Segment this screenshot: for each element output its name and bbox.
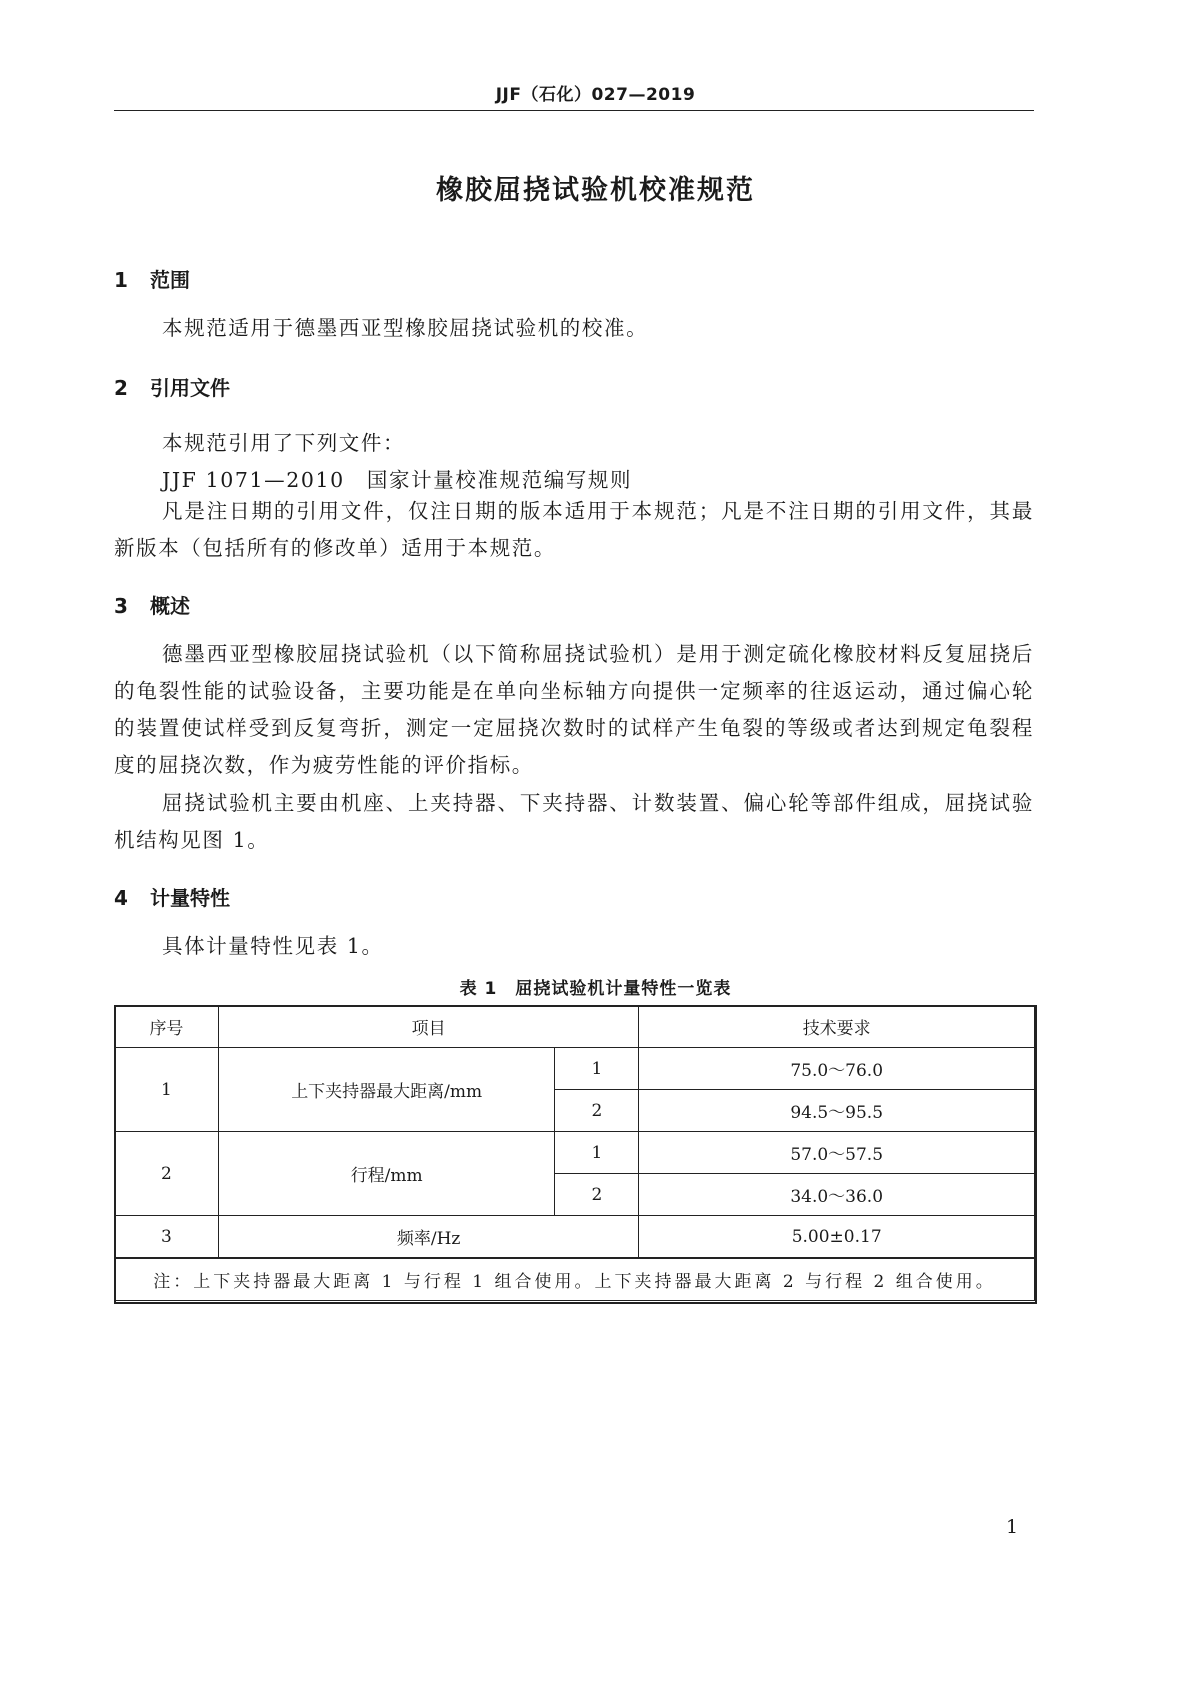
section-title: 计量特性 xyxy=(150,886,230,910)
row-sub-number: 1 xyxy=(555,1048,639,1090)
table-caption: 表 1 屈挠试验机计量特性一览表 xyxy=(459,979,732,999)
specification-table xyxy=(114,1005,1035,1301)
row-item: 频率/Hz xyxy=(218,1216,639,1259)
row-sub-number: 2 xyxy=(555,1090,639,1132)
section-title: 范围 xyxy=(150,268,190,292)
section-1-heading xyxy=(114,264,190,293)
row-sub-number: 2 xyxy=(555,1174,639,1216)
table-note: 注：上下夹持器最大距离 1 与行程 1 组合使用。上下夹持器最大距离 2 与行程 2 组合使用。 xyxy=(115,1258,1035,1301)
section-2-intro: 本规范引用了下列文件： xyxy=(162,431,406,455)
section-4-paragraph: 具体计量特性见表 1。 xyxy=(162,934,384,958)
document-code-header: JJF（石化）027—2019 xyxy=(495,85,696,105)
section-number: 2 xyxy=(114,376,128,400)
header-rule xyxy=(114,110,1034,111)
section-number: 4 xyxy=(114,886,128,910)
reference-document: JJF 1071—2010 国家计量校准规范编写规则 xyxy=(162,468,633,492)
section-3-paragraph-2: 屈挠试验机主要由机座、上夹持器、下夹持器、计数装置、偏心轮等部件组成，屈挠试验机结构见图 1。 xyxy=(114,791,1034,852)
header-cell-no: 序号 xyxy=(115,1006,219,1048)
header-cell-requirement: 技术要求 xyxy=(639,1006,1035,1048)
section-title: 概述 xyxy=(150,594,190,618)
row-requirement: 5.00±0.17 xyxy=(639,1216,1035,1259)
table-row xyxy=(115,1132,1035,1174)
row-number: 1 xyxy=(115,1048,219,1132)
section-1-paragraph: 本规范适用于德墨西亚型橡胶屈挠试验机的校准。 xyxy=(162,316,649,340)
section-number: 3 xyxy=(114,594,128,618)
table-row xyxy=(115,1048,1035,1090)
section-title: 引用文件 xyxy=(150,376,230,400)
table-row xyxy=(115,1216,1035,1259)
table-note-row xyxy=(115,1258,1035,1301)
document-title: 橡胶屈挠试验机校准规范 xyxy=(436,175,755,206)
row-requirement: 34.0～36.0 xyxy=(639,1174,1035,1216)
row-number: 3 xyxy=(115,1216,219,1259)
row-sub-number: 1 xyxy=(555,1132,639,1174)
page-number: 1 xyxy=(1006,1516,1019,1538)
table-header-row xyxy=(115,1006,1035,1048)
section-2-heading xyxy=(114,372,230,401)
section-number: 1 xyxy=(114,268,128,292)
row-requirement: 75.0～76.0 xyxy=(639,1048,1035,1090)
row-number: 2 xyxy=(115,1132,219,1216)
row-requirement: 57.0～57.5 xyxy=(639,1132,1035,1174)
row-item: 上下夹持器最大距离/mm xyxy=(218,1048,555,1132)
section-3-heading xyxy=(114,590,190,619)
section-2-paragraph: 凡是注日期的引用文件，仅注日期的版本适用于本规范；凡是不注日期的引用文件，其最新版本（包括所有的修改单）适用于本规范。 xyxy=(114,499,1034,560)
row-item: 行程/mm xyxy=(218,1132,555,1216)
section-4-heading xyxy=(114,882,230,911)
section-3-paragraph-1: 德墨西亚型橡胶屈挠试验机（以下简称屈挠试验机）是用于测定硫化橡胶材料反复屈挠后的龟裂性能的试验设备，主要功能是在单向坐标轴方向提供一定频率的往返运动，通过偏心轮的装置使试样受到反复弯折，测定一定屈挠次数时的试样产生龟裂的等级或者达到规定龟裂程度的屈挠次数，作为疲劳性能的评价指标。 xyxy=(114,642,1034,777)
header-cell-item: 项目 xyxy=(218,1006,639,1048)
row-requirement: 94.5～95.5 xyxy=(639,1090,1035,1132)
